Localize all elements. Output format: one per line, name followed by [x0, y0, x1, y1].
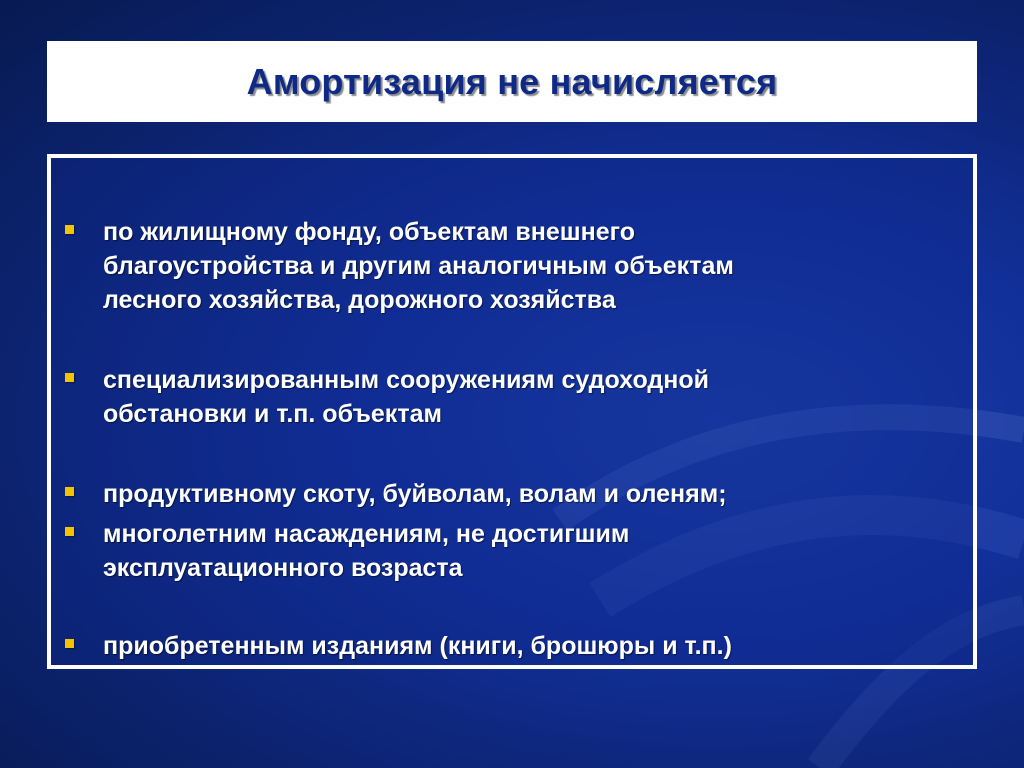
bullet-text: по жилищному фонду, объектам внешнего благоустройства и другим аналогичным объектам лесного хозяйства, дорожного хозяйства: [103, 218, 734, 314]
bullet-item: [65, 477, 945, 511]
bullet-item: [65, 517, 945, 585]
bullet-text: приобретенным изданиям (книги, брошюры и т.п.): [103, 632, 732, 660]
square-bullet-icon: [65, 373, 74, 382]
square-bullet-icon: [65, 225, 74, 234]
bullet-text: многолетним насаждениям, не достигшим эксплуатационного возраста: [103, 520, 630, 582]
slide-title: Амортизация не начисляется: [246, 60, 778, 102]
square-bullet-icon: [65, 487, 74, 496]
bullet-text: продуктивному скоту, буйволам, волам и оленям;: [103, 480, 727, 508]
title-bar: [47, 41, 977, 122]
square-bullet-icon: [65, 527, 74, 536]
bullet-item: [65, 629, 945, 663]
square-bullet-icon: [65, 639, 74, 648]
bullet-item: [65, 363, 945, 431]
bullet-item: [65, 215, 945, 317]
content-box: [47, 154, 977, 669]
bullet-text: специализированным сооружениям судоходной обстановки и т.п. объектам: [103, 366, 709, 428]
